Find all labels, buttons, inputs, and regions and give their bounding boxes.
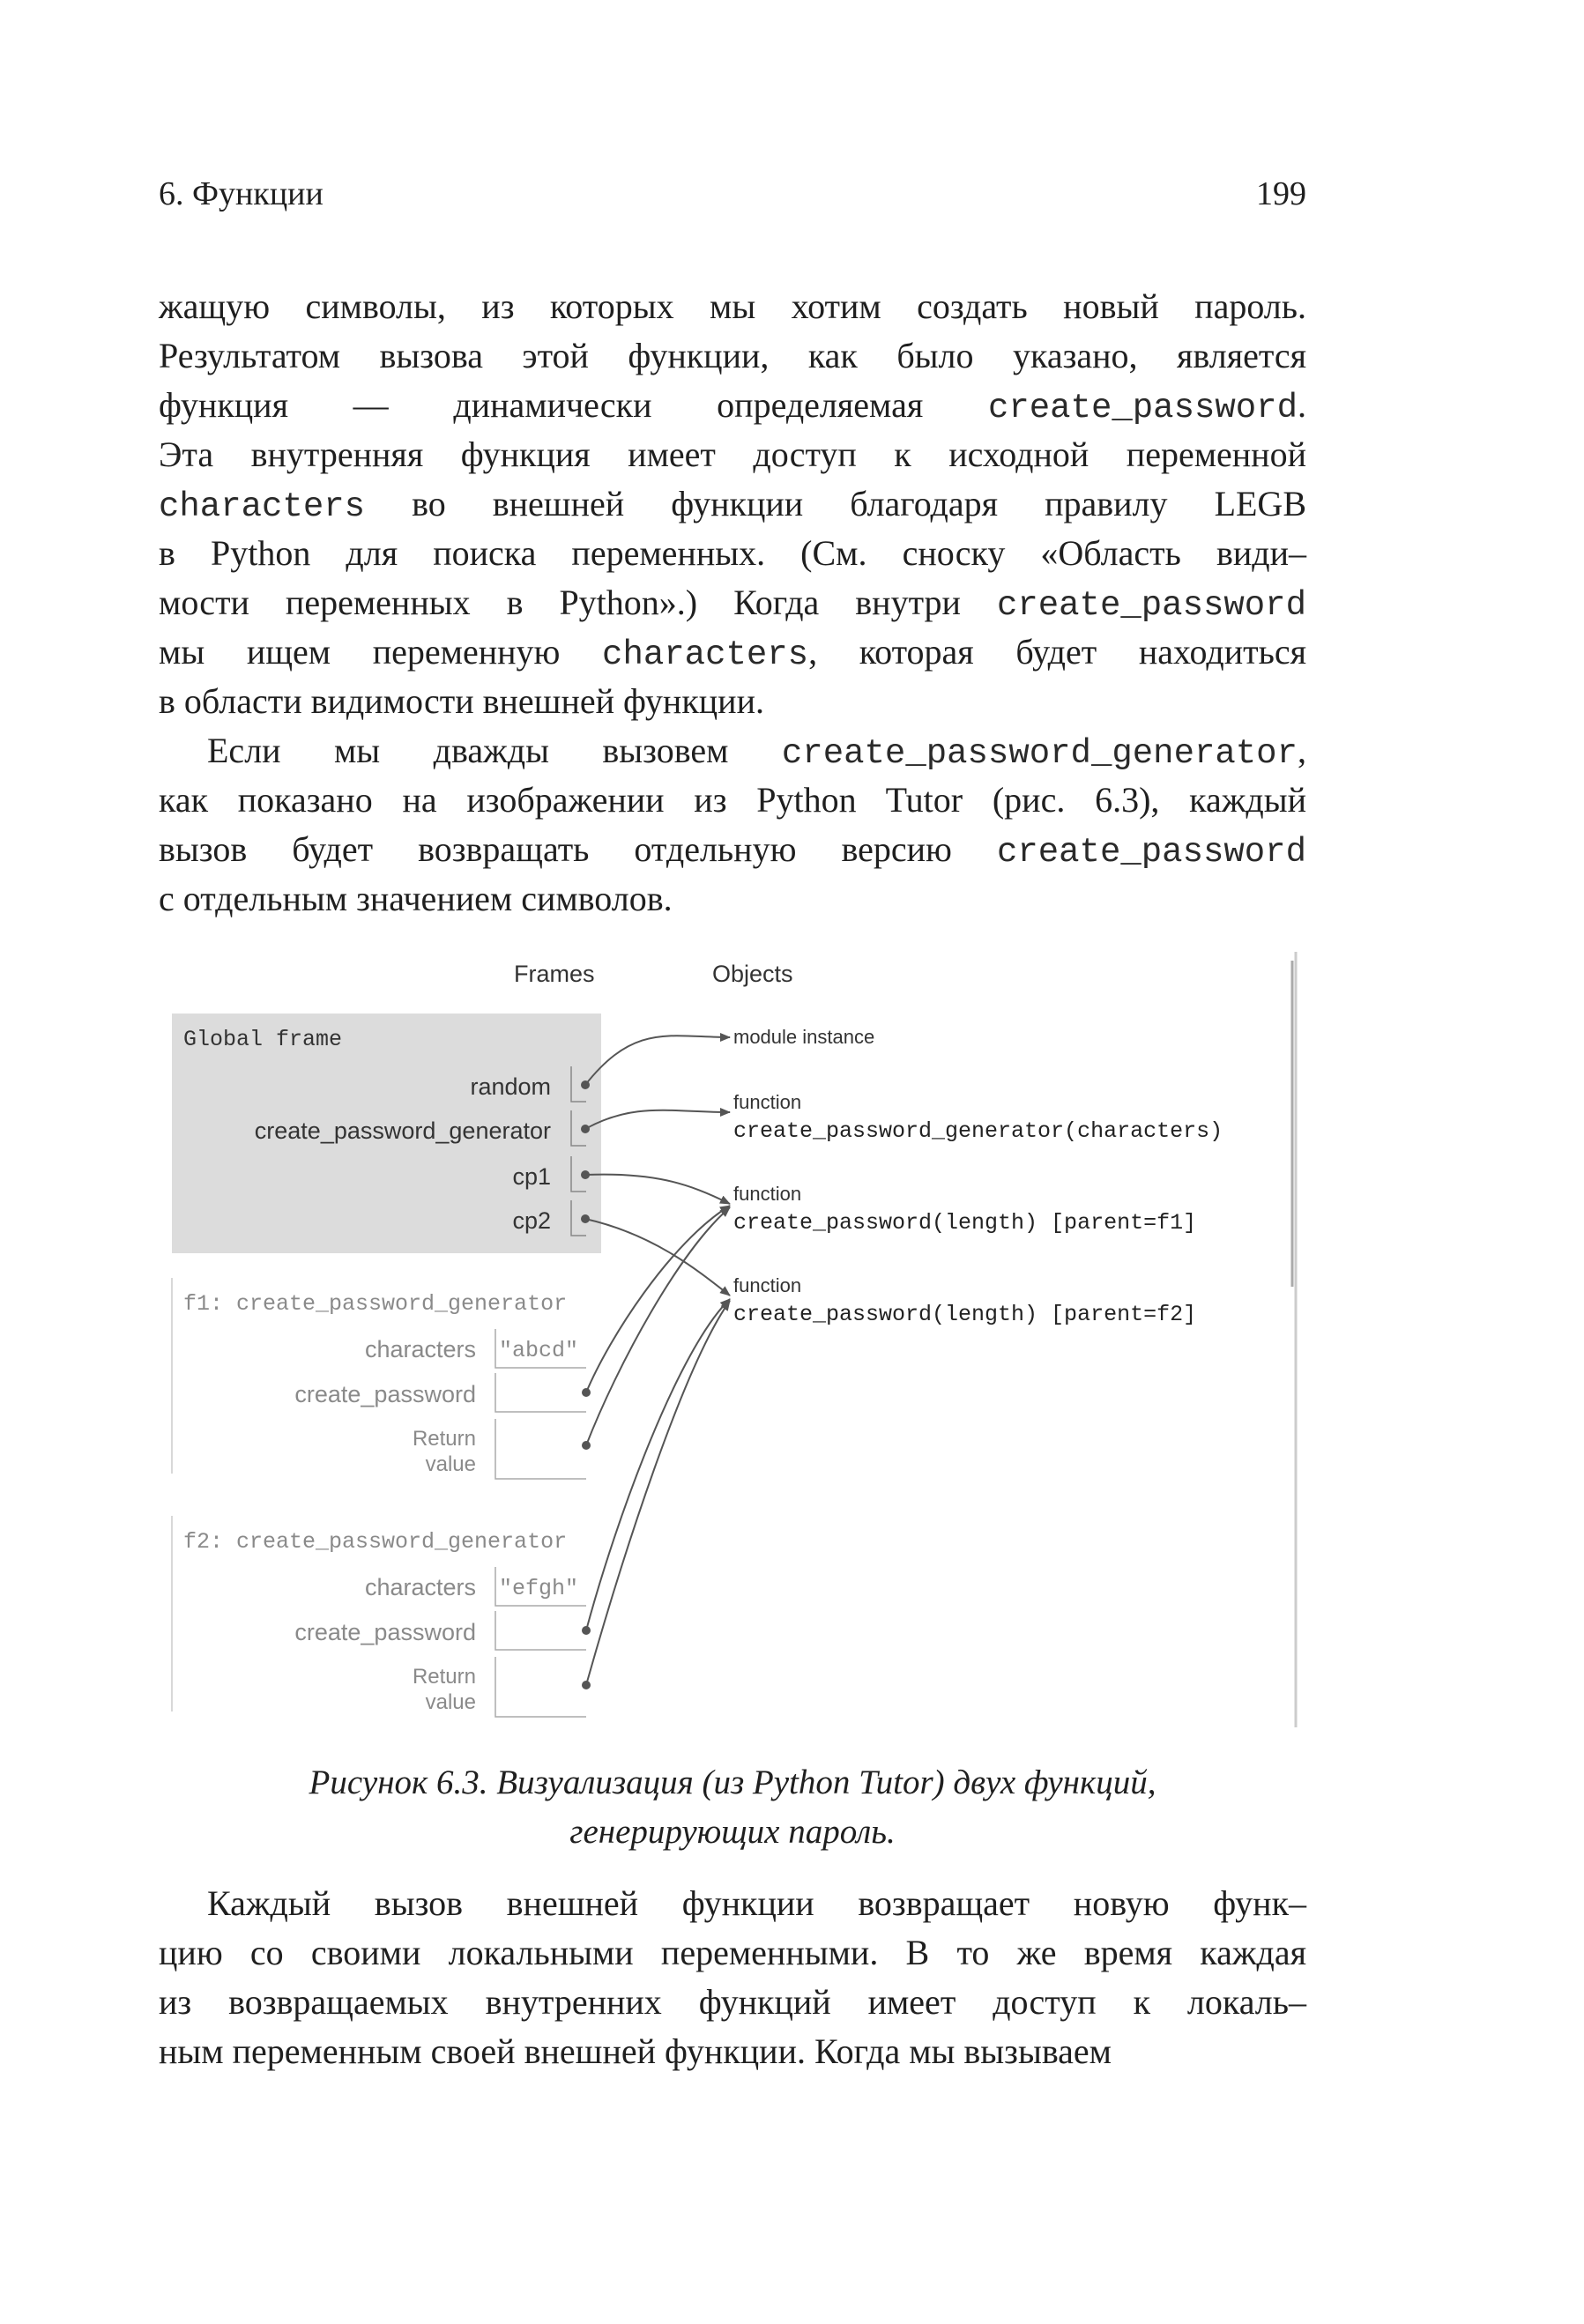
text-line xyxy=(159,1978,1306,2027)
arrow-f2-return xyxy=(586,1301,730,1685)
text-line xyxy=(159,331,1306,381)
chapter-title: 6. Функции xyxy=(159,175,323,212)
text-line xyxy=(159,677,1306,726)
object-module-label: module instance xyxy=(733,1026,875,1048)
figure-caption xyxy=(159,1758,1306,1857)
f1-characters-label: characters xyxy=(364,1336,476,1362)
global-var-create-password-generator: create_password_generator xyxy=(254,1117,551,1144)
arrow-cp1 xyxy=(585,1175,730,1204)
global-frame-title: Global frame xyxy=(183,1027,343,1052)
python-tutor-figure xyxy=(159,952,1306,1736)
text-line xyxy=(159,1928,1306,1978)
object-function-1-label: function xyxy=(733,1091,802,1113)
f2-value-label: value xyxy=(425,1690,476,1714)
paragraph-2 xyxy=(159,726,1306,924)
text-line xyxy=(159,874,1306,924)
pointer-arrows xyxy=(585,1036,730,1685)
text-run: ным переменным своей внешней функции. Когда мы вызываем xyxy=(159,2031,1112,2071)
arrow-random xyxy=(585,1036,730,1085)
text-run: , которая будет находиться xyxy=(808,632,1306,672)
inline-code: create_password_generator xyxy=(781,734,1298,773)
text-run: Каждый вызов внешней функции возвращает новую функ– xyxy=(207,1883,1306,1923)
f2-frame-title: f2: create_password_generator xyxy=(183,1529,568,1555)
figure-canvas xyxy=(159,952,1306,1736)
text-line xyxy=(159,627,1306,677)
text-run: цию со своими локальными переменными. В то же время каждая xyxy=(159,1933,1306,1972)
global-var-cp2: cp2 xyxy=(512,1207,551,1234)
f1-create-password-label: create_password xyxy=(294,1381,476,1407)
text-line xyxy=(159,726,1306,776)
text-run: , xyxy=(1298,731,1306,770)
frames-header: Frames xyxy=(514,961,595,987)
object-function-1-signature: create_password_generator(characters) xyxy=(733,1118,1223,1144)
object-function-3-label: function xyxy=(733,1274,802,1296)
text-line xyxy=(159,479,1306,529)
text-line xyxy=(159,282,1306,331)
object-function-3-signature: create_password(length) [parent=f2] xyxy=(733,1302,1197,1327)
object-function-2-signature: create_password(length) [parent=f1] xyxy=(733,1210,1197,1236)
text-run: мости переменных в Python».) Когда внутри xyxy=(159,583,997,622)
object-function-2-label: function xyxy=(733,1183,802,1205)
caption-line-1: Рисунок 6.3. Визуализация (из Python Tutor) двух функций, xyxy=(309,1763,1156,1801)
inline-code: create_password xyxy=(996,586,1306,625)
text-line xyxy=(159,776,1306,825)
arrow-create-password-generator xyxy=(585,1110,730,1129)
text-run: с отдельным значением символов. xyxy=(159,879,673,918)
text-run: Эта внутренняя функция имеет доступ к исходной переменной xyxy=(159,434,1306,474)
inline-code: characters xyxy=(602,635,809,674)
objects-header: Objects xyxy=(712,961,793,987)
paragraph-1 xyxy=(159,282,1306,726)
caption-line-2: генерирующих пароль. xyxy=(569,1813,896,1851)
text-run: в Python для поиска переменных. (См. сноску «Область види– xyxy=(159,533,1306,573)
text-line xyxy=(159,578,1306,627)
f1-characters-value: "abcd" xyxy=(499,1338,579,1363)
global-var-cp1: cp1 xyxy=(512,1163,551,1190)
text-line xyxy=(159,2027,1306,2076)
text-run: функция — динамически определяемая xyxy=(159,385,988,425)
f2-characters-value: "efgh" xyxy=(499,1576,579,1601)
inline-code: characters xyxy=(159,487,366,526)
f1-frame-title: f1: create_password_generator xyxy=(183,1291,568,1317)
paragraph-3 xyxy=(159,1879,1306,2076)
text-line xyxy=(159,430,1306,479)
text-line xyxy=(159,825,1306,874)
running-head xyxy=(159,174,1306,227)
text-line xyxy=(159,381,1306,430)
text-run: . xyxy=(1298,385,1306,425)
text-run: мы ищем переменную xyxy=(159,632,603,672)
text-run: Результатом вызова этой функции, как было указано, является xyxy=(159,336,1306,375)
text-run: жащую символы, из которых мы хотим создать новый пароль. xyxy=(159,286,1306,326)
text-run: из возвращаемых внутренних функций имеет доступ к локаль– xyxy=(159,1982,1306,2022)
f2-characters-label: characters xyxy=(364,1574,476,1600)
text-line xyxy=(159,1879,1306,1928)
text-run: Если мы дважды вызовем xyxy=(207,731,782,770)
f1-return-label: Return xyxy=(412,1427,476,1451)
page-number: 199 xyxy=(1256,175,1306,212)
f2-create-password-label: create_password xyxy=(294,1619,476,1645)
inline-code: create_password xyxy=(987,389,1298,427)
text-run: в области видимости внешней функции. xyxy=(159,681,764,721)
inline-code: create_password xyxy=(996,833,1306,872)
global-var-random: random xyxy=(470,1073,551,1100)
text-line xyxy=(159,529,1306,578)
f2-return-label: Return xyxy=(412,1665,476,1689)
text-run: как показано на изображении из Python Tutor (рис. 6.3), каждый xyxy=(159,780,1306,820)
f1-value-label: value xyxy=(425,1452,476,1476)
text-run: во внешней функции благодаря правилу LEGB xyxy=(365,484,1306,523)
text-run: вызов будет возвращать отдельную версию xyxy=(159,829,997,869)
